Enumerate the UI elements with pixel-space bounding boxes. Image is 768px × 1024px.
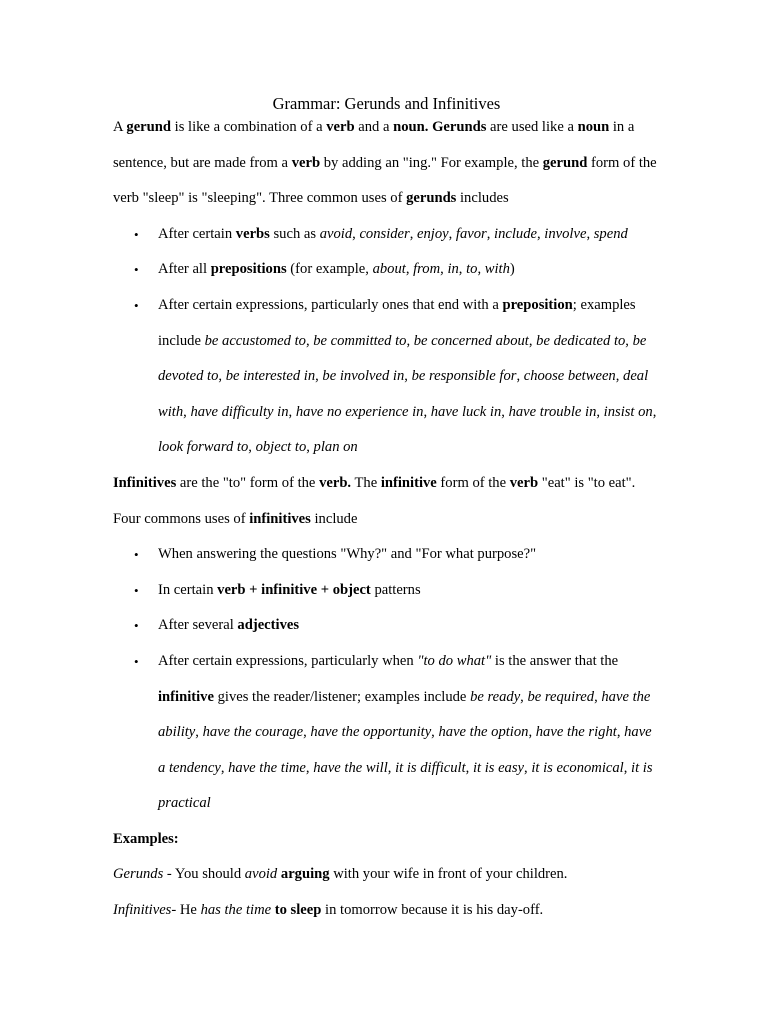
examples-heading	[113, 822, 658, 858]
text-run: ,	[652, 403, 657, 420]
bold-term: verb.	[319, 474, 352, 491]
text-run: After certain	[158, 225, 236, 242]
text-run: - He	[171, 902, 201, 919]
text-run: are the "to" form of the	[176, 474, 320, 491]
bold-term: infinitive	[380, 474, 437, 491]
text-run: by adding an "ing." For example, the	[320, 154, 543, 171]
italic-term: look forward to	[158, 439, 249, 456]
text-run: gives the reader/listener; examples include	[213, 688, 471, 705]
italic-term: avoid	[319, 225, 353, 242]
bold-term: verb	[509, 474, 539, 491]
text-run: After all	[158, 261, 211, 278]
text-run: is like a combination of a	[171, 119, 327, 135]
text-run: include	[310, 510, 358, 527]
text-run: When answering the questions "Why?" and "For what purpose?"	[158, 546, 537, 563]
text-run: ,	[305, 332, 314, 349]
bold-term: noun.	[393, 119, 429, 135]
italic-term: it is practical	[158, 759, 653, 812]
italic-term: have a tendency	[158, 724, 652, 776]
italic-term: Infinitives	[113, 902, 172, 919]
text-run: patterns	[370, 581, 421, 598]
italic-term: enjoy	[417, 225, 449, 242]
bold-term: infinitives	[249, 510, 311, 527]
bold-term: preposition	[502, 296, 573, 313]
text-run: ,	[596, 403, 604, 420]
text-run: After certain expressions, particularly when	[158, 652, 418, 669]
italic-term: be dedicated to	[536, 332, 626, 349]
bullet-icon: •	[134, 618, 139, 634]
italic-term: be interested in	[225, 368, 316, 385]
text-run: ,	[486, 225, 495, 242]
text-run: ,	[537, 225, 545, 242]
text-run: ,	[501, 403, 509, 420]
infinitive-uses-list	[113, 537, 658, 822]
text-run: After several	[158, 617, 238, 634]
text-run: ,	[423, 403, 431, 420]
italic-term: consider	[359, 225, 410, 242]
italic-term: have the opportunity	[310, 724, 432, 741]
italic-term: avoid	[244, 866, 278, 883]
document-title: Grammar: Gerunds and Infinitives	[272, 94, 501, 113]
text-run: ,	[615, 368, 624, 385]
bold-term: gerunds	[406, 190, 457, 207]
list-item	[113, 252, 658, 288]
bold-term: gerund	[542, 154, 588, 171]
text-run: ,	[440, 261, 448, 278]
italic-term: to	[466, 261, 478, 278]
text-run: form of the	[436, 474, 510, 491]
bold-term: adjectives	[237, 617, 300, 634]
text-run: ,	[516, 368, 524, 385]
bullet-icon: •	[134, 547, 139, 563]
document-page	[113, 92, 658, 929]
italic-term: have the ability	[158, 688, 651, 741]
italic-term: have difficulty in	[190, 403, 289, 420]
italic-term: be responsible for	[411, 368, 517, 385]
italic-term: choose between	[523, 368, 616, 385]
text-run: The	[351, 474, 381, 491]
italic-term: from	[413, 261, 441, 278]
bold-term: noun	[577, 119, 610, 135]
example-infinitive-sentence	[113, 893, 658, 929]
bold-term: infinitive	[158, 688, 214, 705]
examples-heading-text: Examples:	[113, 830, 179, 847]
italic-term: Gerunds	[113, 866, 164, 883]
bullet-icon: •	[134, 297, 139, 313]
italic-term: be accustomed to	[204, 332, 306, 349]
italic-term: spend	[593, 225, 628, 242]
list-item	[113, 537, 658, 573]
text-run: ,	[409, 225, 418, 242]
list-item	[113, 644, 658, 822]
text-run: ,	[288, 403, 296, 420]
italic-term: "to do what"	[417, 652, 492, 669]
text-run: ,	[594, 688, 602, 705]
bold-term: verb	[291, 154, 321, 171]
text-run: ,	[528, 332, 537, 349]
text-run: ,	[305, 759, 314, 776]
italic-term: with	[484, 261, 510, 278]
italic-term: be committed to	[313, 332, 407, 349]
italic-term: have the right	[535, 724, 617, 741]
text-run: "eat" is "to eat". Four commons uses of	[113, 474, 636, 527]
italic-term: involve	[544, 225, 587, 242]
italic-term: be ready	[470, 688, 521, 705]
italic-term: has the time	[200, 902, 272, 919]
text-run: ,	[387, 759, 396, 776]
text-run: (for example,	[286, 261, 373, 278]
text-run: ,	[183, 403, 191, 420]
bold-term: Infinitives	[113, 474, 177, 491]
text-run: ,	[431, 724, 439, 741]
bold-term: verb + infinitive + object	[217, 581, 371, 598]
italic-term: include	[494, 225, 537, 242]
text-run: ,	[623, 759, 632, 776]
text-run: ; examples include	[158, 296, 636, 349]
italic-term: it is economical	[531, 759, 624, 776]
text-run: ,	[524, 759, 532, 776]
text-run: ,	[218, 368, 226, 385]
italic-term: have trouble in	[508, 403, 597, 420]
text-run: with your wife in front of your children.	[329, 866, 568, 883]
italic-term: plan on	[313, 439, 358, 456]
italic-term: insist on	[603, 403, 653, 420]
text-run: in tomorrow because it is his day-off.	[321, 902, 544, 919]
list-item	[113, 217, 658, 253]
italic-term: about	[372, 261, 406, 278]
italic-term: be concerned about	[413, 332, 529, 349]
italic-term: in	[447, 261, 459, 278]
infinitives-intro-paragraph	[113, 466, 658, 537]
bullet-icon: •	[134, 262, 139, 278]
text-run: ,	[220, 759, 229, 776]
italic-term: it is difficult	[395, 759, 466, 776]
italic-term: deal with	[158, 368, 649, 420]
list-item	[113, 288, 658, 466]
text-run: are used like a	[486, 119, 578, 135]
example-gerund-sentence	[113, 857, 658, 893]
italic-term: have the time	[228, 759, 306, 776]
text-run: ,	[404, 368, 412, 385]
text-run: ,	[458, 261, 467, 278]
text-run: ,	[616, 724, 625, 741]
text-run: ,	[520, 688, 528, 705]
text-run: ,	[248, 439, 256, 456]
text-run: such as	[269, 225, 320, 242]
text-run: After certain expressions, particularly ones that end with a	[158, 296, 503, 313]
bullet-icon: •	[134, 653, 139, 669]
text-run: ,	[315, 368, 323, 385]
bold-term: arguing	[280, 866, 330, 883]
text-run: form of the verb "sleep" is "sleeping". Three common uses of	[113, 154, 657, 207]
text-run: ,	[465, 759, 473, 776]
bold-term: verb	[326, 119, 355, 135]
text-run: is the answer that the	[491, 652, 619, 669]
italic-term: have luck in	[430, 403, 502, 420]
italic-term: have the courage	[202, 724, 304, 741]
text-run: )	[509, 261, 515, 278]
text-run: ,	[195, 724, 203, 741]
bold-term: verbs	[235, 225, 270, 242]
text-run: includes	[456, 190, 509, 207]
italic-term: be involved in	[322, 368, 405, 385]
text-run: ,	[406, 332, 414, 349]
bold-term: to sleep	[274, 902, 322, 919]
italic-term: it is easy	[472, 759, 525, 776]
text-run: ,	[477, 261, 485, 278]
text-run: ,	[528, 724, 536, 741]
text-run: ,	[306, 439, 314, 456]
list-item	[113, 608, 658, 644]
text-run: ,	[303, 724, 311, 741]
italic-term: have the option	[438, 724, 529, 741]
bold-term: gerund	[126, 119, 171, 135]
text-run: - You should	[163, 866, 245, 883]
italic-term: be required	[527, 688, 595, 705]
text-run: and a	[354, 119, 394, 135]
text-run: ,	[352, 225, 360, 242]
gerund-uses-list	[113, 217, 658, 466]
italic-term: object to	[255, 439, 307, 456]
bullet-icon: •	[134, 582, 139, 598]
text-run: ,	[448, 225, 456, 242]
italic-term: be devoted to	[158, 332, 647, 385]
bold-term: prepositions	[210, 261, 287, 278]
text-run: in a sentence, but are made from a	[113, 119, 635, 171]
text-run: ,	[586, 225, 594, 242]
italic-term: have the will	[313, 759, 388, 776]
italic-term: have no experience in	[295, 403, 424, 420]
bullet-icon: •	[134, 226, 139, 242]
text-run: In certain	[158, 581, 218, 598]
gerunds-intro-paragraph	[113, 110, 658, 217]
text-run: A	[113, 119, 127, 135]
list-item	[113, 573, 658, 609]
italic-term: favor	[455, 225, 487, 242]
text-run: ,	[625, 332, 633, 349]
bold-term: Gerunds	[432, 119, 487, 135]
text-run: ,	[405, 261, 414, 278]
